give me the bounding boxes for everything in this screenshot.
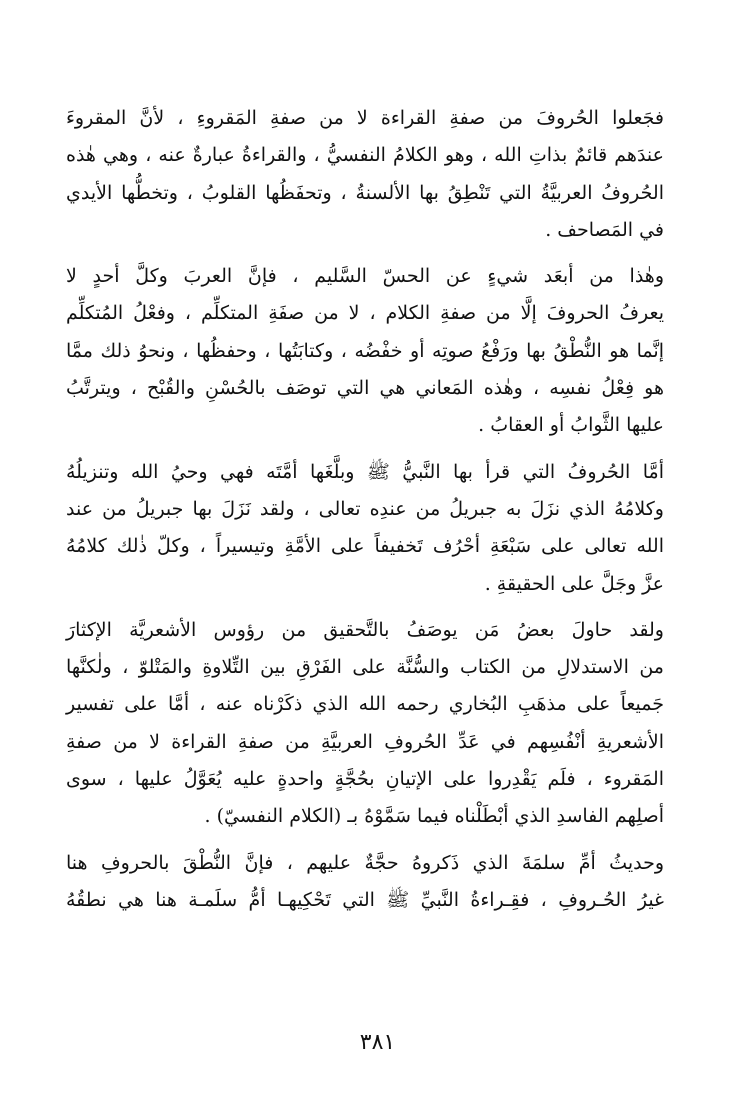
text-line: أمَّا الحُروفُ التي قرأ بها النَّبيُّ ﷺ وبلَّغَها أمَّتَه فهي وحيُ الله وتنزيلُهُ: [66, 460, 664, 483]
paragraph-1: [66, 100, 664, 249]
text-line: الأشعريةِ أنْفُسِهم في عَدِّ الحُروفِ العربيَّةِ من صفةِ القراءة لا من صفةِ: [66, 730, 664, 753]
paragraph-3: [66, 454, 664, 603]
text-line: الحُروفُ العربيَّةُ التي تَنْطِقُ بها الألسنةُ ، وتحفَظُها القلوبُ ، وتخطُّها الأيدي: [66, 181, 664, 204]
text-line: إنَّما هو النُّطْقُ بها ورَفْعُ صوتِه أو خفْضُه ، وكتابَتُها ، وحفظُها ، ونحوُ ذلك ممَّا: [66, 339, 664, 362]
text-line: الله تعالى على سَبْعَةِ أحْرُف تَخفيفاً على الأمَّةِ وتيسيراً ، وكلّ ذٰلك كلامُهُ: [66, 535, 664, 558]
text-line: جَميعاً على مذهَبِ البُخاري رحمه الله الذي ذكَرْناه عنه ، أمَّا على تفسير: [66, 693, 664, 716]
paragraph-4: [66, 612, 664, 836]
text-line: عزَّ وجَلَّ على الحقيقةِ .: [484, 572, 664, 595]
text-line: يعرفُ الحروفَ إلَّا من صفةِ الكلام ، لا من صفَةِ المتكلِّم ، وفعْلُ المُتكلِّم: [66, 302, 664, 325]
body-text: [66, 100, 664, 928]
text-line: وحديثُ أمِّ سلمَةَ الذي ذَكروهُ حجَّةٌ عليهم ، فإنَّ النُّطْقَ بالحروفِ هنا: [66, 851, 664, 874]
text-line: وكلامُهُ الذي نزَلَ به جبريلُ من عندِه تعالى ، ولقد نَزَلَ بها جبريلُ من عند: [66, 497, 664, 520]
text-line: فجَعلوا الحُروفَ من صفةِ القراءة لا من صفةِ المَقروءِ ، لأنَّ المقروءَ: [66, 107, 664, 129]
text-line: هو فِعْلُ نفسِه ، وهٰذه المَعاني هي التي توصَف بالحُسْنِ والقُبْح ، ويترتَّبُ: [66, 377, 664, 400]
page-number: ٣٨١: [359, 1030, 396, 1055]
text-line: أصلِهم الفاسدِ الذي أبْطَلْناه فيما سَمَّوْهُ بـ (الكلام النفسيّ) .: [204, 805, 664, 828]
text-line: المَقروء ، فلَم يَقْدِروا على الإتيانِ بحُجَّةٍ واحدةٍ عليه يُعَوَّلُ عليها ، سوى: [66, 768, 664, 791]
paragraph-5: [66, 845, 664, 920]
text-line: من الاستدلالِ من الكتاب والسُّنَّة على الفَرْقِ بين التِّلاوةِ والمَتْلوّ ، ولٰكنَّها: [66, 656, 664, 679]
paragraph-2: [66, 258, 664, 444]
text-line: عليها الثَّوابُ أو العقابُ .: [478, 414, 664, 437]
text-line: غيرُ الحُـروفِ ، فقِـراءةُ النَّبيِّ ﷺ التي تَحْكِيهـا أمُّ سلَمـة هنا هي نطقُهُ: [66, 888, 664, 911]
text-line: في المَصاحف .: [545, 218, 664, 241]
text-line: وهٰذا من أبعَد شيءٍ عن الحسّ السَّليم ، فإنَّ العربَ وكلَّ أحدٍ لا: [66, 265, 664, 288]
text-line: عندَهم قائمٌ بذاتِ الله ، وهو الكلامُ النفسيُّ ، والقراءةُ عبارةٌ عنه ، وهي هٰذه: [66, 144, 664, 167]
text-line: ولقد حاولَ بعضُ مَن يوصَفُ بالتَّحقيق من رؤوس الأشعريَّة الإكثارَ: [66, 618, 664, 641]
